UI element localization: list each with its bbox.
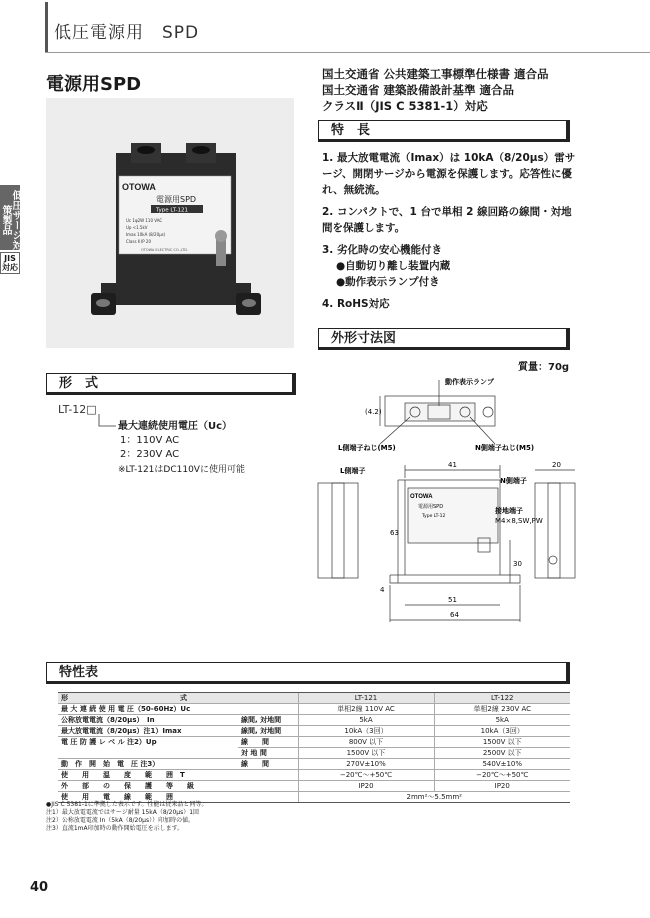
drawing-brand: OTOWA (410, 494, 433, 500)
header-divider (45, 52, 650, 53)
table-cell: 線間, 対地間 (238, 726, 298, 737)
certification-item: クラスⅡ（JIS C 5381-1）対応 (322, 99, 488, 113)
spec-table-heading: 特性表 (46, 662, 570, 684)
drawing-product: 電源用SPD (418, 504, 444, 510)
model-option-1: 1：110V AC (120, 435, 180, 446)
table-cell: −20℃〜+50℃ (434, 770, 570, 781)
model-code: LT-12□ (58, 403, 97, 416)
dim-41: 41 (448, 461, 457, 469)
weight-label: 質量：70g (518, 362, 570, 373)
feature-item: 1. 最大放電電流（Imax）は 10kA（8/20μs）雷サージ、開閉サージから電源を保護します。応答性に優れ、無続流。 (322, 152, 576, 196)
certification-item: 国土交通省 建築設備設計基準 適合品 (322, 83, 515, 97)
l-terminal-label: L側端子 (340, 467, 366, 475)
table-cell: 線 間 (238, 737, 298, 748)
table-cell: LT-122 (434, 693, 570, 704)
table-row (58, 748, 570, 759)
dim-4: 4 (380, 586, 385, 594)
side-jis-tab: JIS対応 (2, 254, 18, 272)
product-photo (46, 98, 294, 348)
table-cell: 最大放電電流（8/20μs）注1）Imax (58, 726, 238, 737)
spec-note: 注2）公称放電電流 In（5kA（8/20μs））印加時の値。 (46, 817, 195, 824)
table-row (58, 770, 570, 781)
feature-item: 2. コンパクトで、1 台で単相 2 線回路の線間・対地間を保護します。 (322, 206, 572, 234)
l-screw-label: L側端子ねじ(M5) (338, 444, 396, 452)
table-cell: 最 大 連 続 使 用 電 圧（50-60Hz）Uc (58, 704, 238, 715)
table-row (58, 781, 570, 792)
table-cell (58, 748, 238, 759)
ground-spec-label: M4×8,SW,PW (495, 517, 543, 525)
certification-list (322, 66, 549, 114)
table-cell: LT-121 (298, 693, 434, 704)
table-cell: 外 部 の 保 護 等 級 (58, 781, 238, 792)
table-cell (238, 704, 298, 715)
feature-list (322, 150, 577, 318)
table-row (58, 693, 570, 704)
table-cell: 270V±10% (298, 759, 434, 770)
table-row (58, 704, 570, 715)
table-cell: 10kA（3回） (298, 726, 434, 737)
table-cell: 形 式 (58, 693, 238, 704)
table-cell: 10kA（3回） (434, 726, 570, 737)
feature-subitem: ●自動切り離し装置内蔵 (336, 260, 451, 272)
table-cell: IP20 (298, 781, 434, 792)
dim-51: 51 (448, 596, 457, 604)
table-cell: 2500V 以下 (434, 748, 570, 759)
feature-item: 3. 劣化時の安心機能付き (322, 244, 442, 256)
table-cell: 5kA (434, 715, 570, 726)
spec-table (58, 692, 570, 803)
spec-note: 注3）直流1mA印加時の動作開始電圧を示します。 (46, 825, 184, 832)
dimensions-heading: 外形寸法図 (318, 328, 570, 350)
model-options (118, 420, 232, 462)
table-cell (238, 770, 298, 781)
table-cell: 対 地 間 (238, 748, 298, 759)
dim-63: 63 (390, 529, 399, 537)
feature-subitem: ●動作表示ランプ付き (336, 276, 440, 288)
feature-item: 4. RoHS対応 (322, 298, 390, 310)
table-row (58, 726, 570, 737)
table-row (58, 759, 570, 770)
ground-terminal-label: 接地端子 (495, 507, 523, 515)
dimension-drawing (310, 370, 582, 630)
table-cell: 公称放電電流（8/20μs） In (58, 715, 238, 726)
table-cell: 2mm²〜5.5mm² (298, 792, 570, 803)
table-cell: IP20 (434, 781, 570, 792)
n-terminal-label: N側端子 (500, 477, 527, 485)
table-cell: −20℃〜+50℃ (298, 770, 434, 781)
side-category-tab: 低圧サージ対策製品 (0, 185, 20, 250)
table-cell: 線間, 対地間 (238, 715, 298, 726)
features-heading: 特 長 (318, 120, 570, 142)
lamp-label: 動作表示ランプ (445, 378, 494, 386)
table-cell (238, 792, 298, 803)
model-heading: 形 式 (46, 373, 296, 395)
spec-note: 注1）最大放電電流ではサージ耐量 15kA（8/20μs）1回 (46, 809, 200, 816)
table-cell: 線 間 (238, 759, 298, 770)
spd-device-illustration (46, 98, 294, 348)
dim-30: 30 (513, 560, 522, 568)
table-cell: 使 用 電 線 範 囲 (58, 792, 238, 803)
spec-notes (46, 801, 207, 833)
table-cell (238, 693, 298, 704)
n-screw-label: N側端子ねじ(M5) (475, 444, 535, 452)
table-cell: 使 用 温 度 範 囲 T (58, 770, 238, 781)
spec-note: ●JIS C 5381-1に準拠した表示です。性能は従来品と同等。 (46, 801, 208, 808)
table-cell: 1500V 以下 (298, 748, 434, 759)
header-accent-line (45, 2, 48, 52)
table-cell: 5kA (298, 715, 434, 726)
photo-spec-line-3: Imax 10kA (8/20μs) (126, 232, 166, 237)
photo-maker: OTOWA ELECTRIC CO.,LTD. (141, 248, 189, 252)
page-number: 40 (30, 880, 49, 895)
drawing-type: Type LT-12 (422, 514, 446, 519)
photo-spec-line-1: Uc 1φ2W 110 VAC (126, 218, 163, 223)
model-option-2: 2：230V AC (120, 449, 180, 460)
table-cell (238, 781, 298, 792)
table-cell: 1500V 以下 (434, 737, 570, 748)
table-cell: 単相2線 230V AC (434, 704, 570, 715)
table-cell: 電 圧 防 護 レ ベ ル 注2）Up (58, 737, 238, 748)
dim-64: 64 (450, 611, 459, 619)
table-row (58, 715, 570, 726)
model-note: ※LT-121はDC110Vに使用可能 (118, 465, 245, 475)
table-cell: 動 作 開 始 電 圧 注3） (58, 759, 238, 770)
model-leader-line (96, 414, 118, 430)
dim-20: 20 (552, 461, 561, 469)
model-option-title: 最大連続使用電圧（Uc） (118, 421, 233, 432)
photo-spec-line-4: Class Ⅱ IP 20 (126, 239, 151, 244)
product-title: 電源用SPD (46, 74, 142, 95)
photo-product-name: 電源用SPD (156, 195, 197, 204)
dim-4-2: (4.2) (365, 408, 382, 416)
photo-brand: OTOWA (122, 182, 156, 192)
table-cell: 540V±10% (434, 759, 570, 770)
table-row (58, 737, 570, 748)
photo-spec-line-2: Up <1.5kV (126, 225, 148, 230)
certification-item: 国土交通省 公共建築工事標準仕様書 適合品 (322, 67, 549, 81)
table-cell: 800V 以下 (298, 737, 434, 748)
table-cell: 単相2線 110V AC (298, 704, 434, 715)
page-header-title: 低圧電源用 SPD (54, 23, 200, 43)
photo-type-label: Type LT-121 (156, 207, 189, 214)
